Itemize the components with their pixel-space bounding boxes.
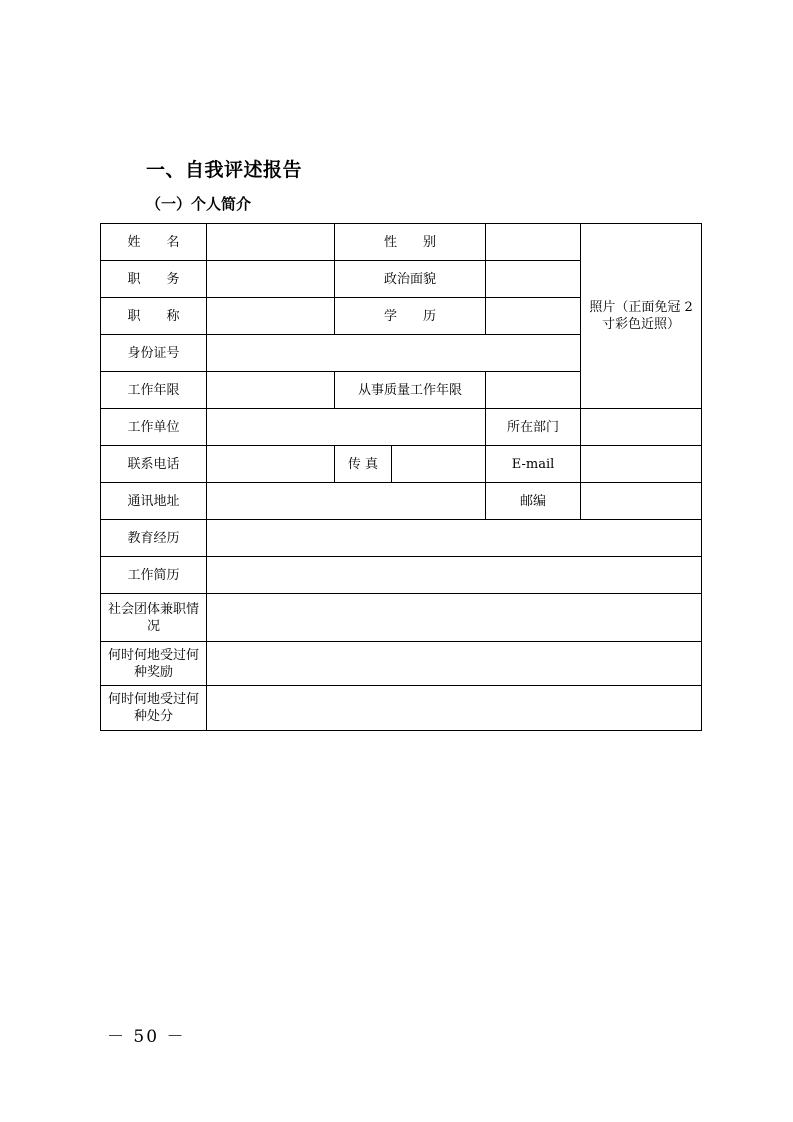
work-years-label: 工作年限: [101, 372, 207, 409]
employer-label: 工作单位: [101, 409, 207, 446]
political-status-label: 政治面貌: [335, 261, 486, 298]
email-field[interactable]: [581, 446, 702, 483]
phone-field[interactable]: [207, 446, 335, 483]
department-label: 所在部门: [486, 409, 581, 446]
table-row: [101, 557, 702, 594]
quality-work-years-field[interactable]: [486, 372, 581, 409]
postcode-label: 邮编: [486, 483, 581, 520]
table-row: [101, 642, 702, 686]
email-label: E-mail: [486, 446, 581, 483]
fax-label: 传 真: [335, 446, 392, 483]
quality-work-years-label: 从事质量工作年限: [335, 372, 486, 409]
work-history-field[interactable]: [207, 557, 702, 594]
section-title: 一、自我评述报告: [146, 159, 303, 181]
education-level-field[interactable]: [486, 298, 581, 335]
awards-label: 何时何地受过何种奖励: [101, 642, 207, 686]
title-label: 职 称: [101, 298, 207, 335]
employer-field[interactable]: [207, 409, 486, 446]
table-row: [101, 224, 702, 261]
phone-label: 联系电话: [101, 446, 207, 483]
subsection-title: （一）个人简介: [146, 195, 252, 213]
awards-field[interactable]: [207, 642, 702, 686]
id-number-label: 身份证号: [101, 335, 207, 372]
table-row: [101, 594, 702, 642]
table-row: [101, 409, 702, 446]
penalties-field[interactable]: [207, 686, 702, 731]
gender-field[interactable]: [486, 224, 581, 261]
education-history-field[interactable]: [207, 520, 702, 557]
postcode-field[interactable]: [581, 483, 702, 520]
education-history-label: 教育经历: [101, 520, 207, 557]
table-row: [101, 686, 702, 731]
political-status-field[interactable]: [486, 261, 581, 298]
work-years-field[interactable]: [207, 372, 335, 409]
personal-info-form: [100, 223, 702, 731]
fax-field[interactable]: [392, 446, 486, 483]
table-row: [101, 446, 702, 483]
work-history-label: 工作简历: [101, 557, 207, 594]
name-field[interactable]: [207, 224, 335, 261]
gender-label: 性 别: [335, 224, 486, 261]
position-label: 职 务: [101, 261, 207, 298]
education-level-label: 学 历: [335, 298, 486, 335]
table-row: [101, 483, 702, 520]
position-field[interactable]: [207, 261, 335, 298]
penalties-label: 何时何地受过何种处分: [101, 686, 207, 731]
address-label: 通讯地址: [101, 483, 207, 520]
id-number-field[interactable]: [207, 335, 581, 372]
name-label: 姓 名: [101, 224, 207, 261]
page-number: － 50 －: [107, 1027, 186, 1047]
department-field[interactable]: [581, 409, 702, 446]
social-positions-label: 社会团体兼职情况: [101, 594, 207, 642]
photo-box[interactable]: 照片（正面免冠 2 寸彩色近照）: [581, 224, 702, 409]
address-field[interactable]: [207, 483, 486, 520]
title-field[interactable]: [207, 298, 335, 335]
table-row: [101, 520, 702, 557]
social-positions-field[interactable]: [207, 594, 702, 642]
